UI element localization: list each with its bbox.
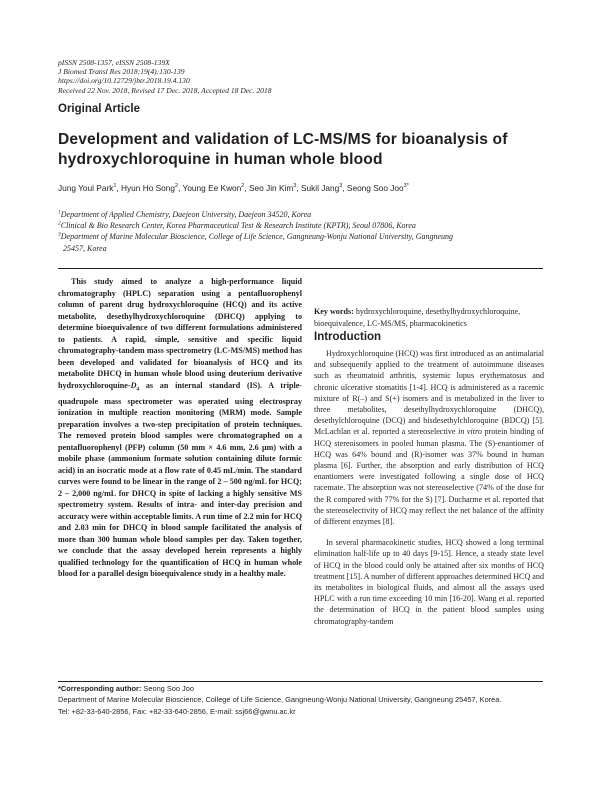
article-type: Original Article [58,103,141,115]
abstract [58,276,302,580]
issn-line: pISSN 2508-1357, eISSN 2508-139X [58,58,170,67]
author-list: Jung Youl Park$^1$, Hyun Ho Song$^2$, Young Ee Kwon$^2$, Seo Jin Kim$^3$, Sukil Jang$^3$, Seong Soo Joo$^{3*}$ [58,183,409,193]
author: Young Ee Kwon$^2$ [182,183,245,193]
corresponding-author-footnote [58,683,548,717]
keywords [314,306,543,329]
affiliation-2: $^2$Clinical & Bio Research Center, Korea Pharmaceutical Test & Research Institute (KPTR), Seoul 07806, Korea [58,220,416,231]
author: Sukil Jang$^3$ [300,183,343,193]
author: Jung Youl Park$^1$ [58,183,117,193]
affiliation-3: $^3$Department of Marine Molecular Bioscience, College of Life Science, Gangneung-Wonju National University, Gangneung 25457, Korea [58,231,454,253]
doi-link[interactable]: https://doi.org/10.12729/jbtr.2018.19.4.130 [58,76,190,86]
intro-paragraph-1: Hydroxychloroquine (HCQ) was first introduced as an antimalarial and subsequently applied to the treatment of autoimmune diseases such as rheumatoid arthritis, systemic lupus erythematosus and chronic ulcerative stomatitis [1-4]. HCQ is administered as a racemic mixture of R(–) and S(+) isomers and is metabolized in the liver to three metabolites, desethylhydroxychloroquine (DHCQ), desethylchloroquine (DCQ) and bisdesethylchloroquine (BDCQ) [5]. McLachlan et al. reported a stereoselective in vitro protein binding of HCQ stereoisomers in pooled human plasma. The (S)-enantiomer of HCQ was 64% bound and (R)-isomer was 37% bound in human plasma [6]. Further, the absorption and early distribution of HCQ enantiomers were investigated following a single dose of HCQ racemate. The absorption was not stereoselective (74% of the dose for the R compared with 77% for the S) [7]. Ducharme et al. reported that the stereoselectivity of HCQ may reflect the net balance of the affinity of different enzymes [8]. [314,349,544,527]
citation-line: J Biomed Transl Res 2018;19(4):130-139 [58,67,185,77]
title-line-1: Development and validation of LC-MS/MS for bioanalysis of [58,131,508,148]
title-line-2: hydroxychloroquine in human whole blood [58,151,383,168]
author: Seo Jin Kim$^3$ [248,183,297,193]
corresponding-label: *Corresponding author: [58,684,142,693]
abstract-text: This study aimed to analyze a high-performance liquid chromatography (HPLC) separation using a pentafluorophenyl column of parent drug hydroxychloroquine (HCQ) and its active metabolite, desethylhydroxychloroquine (DHCQ) applying to determine bioequivalence of two different formulations administered to patients. A rapid, simple, sensitive and specific liquid chromatography-tandem mass spectrometry (LC-MS/MS) method has been developed and validated for bioanalysis of HCQ and its metabolite DHCQ in human whole blood using deuterium derivative hydroxychloroquine-$D_4$ as an internal standard (IS). A triple-quadrupole mass spectrometer was operated using electrospray ionization in multiple reaction monitoring (MRM) mode. Sample preparation involves a two-step precipitation of protein techniques. The removed protein blood samples were chromatographed on a pentafluorophenyl (PFP) column (50 mm × 4.6 mm, 2.6 μm) with a mobile phase (ammonium formate solution containing dilute formic acid) in an isocratic mode at a flow rate of 0.45 mL/min. The standard curves were found to be linear in the range of 2 – 500 ng/mL for HCQ; 2 – 2,000 ng/mL for DHCQ in spite of lacking a highly sensitive MS spectrometry system. Results of intra- and inter-day precision and accuracy were within acceptable limits. A run time of 2.2 min for HCQ and 2.03 min for DHCQ in blood sample facilitated the analysis of more than 300 human whole blood samples per day. Taken together, we conclude that the assay developed herein represents a highly qualified technology for the quantification of HCQ in human whole blood for a parallel design bioequivalence study in a healthy male. [58,277,302,579]
section-heading-introduction: Introduction [314,331,382,343]
author: Seong Soo Joo$^{3*}$ [346,183,409,193]
affiliation-1: $^1$Department of Applied Chemistry, Daejeon University, Daejeon 34520, Korea [58,209,312,219]
journal-info [58,58,458,95]
keywords-label: Key words: [314,307,354,316]
author: Hyun Ho Song$^2$ [121,183,179,193]
footnote-divider [58,681,543,682]
keywords-text: hydroxychloroquine, desethylhydroxychloroquine, bioequivalence, LC-MS/MS, pharmacokinetics [314,307,521,328]
corresponding-name: Seong Soo Joo [141,684,194,693]
corresponding-address: Department of Marine Molecular Bioscience, College of Life Science, Gangneung-Wonju National University, Gangneung 25457, Korea. [58,695,502,705]
header-divider [58,268,543,269]
corresponding-contact: Tel: +82-33-640-2856, Fax: +82-33-640-2856, E-mail: ssj66@gwnu.ac.kr [58,706,296,716]
article-title [58,130,558,170]
affiliations [58,209,558,254]
dates-line: Received 22 Nov. 2018, Revised 17 Dec. 2018, Accepted 18 Dec. 2018 [58,85,272,95]
introduction-body [314,348,544,637]
intro-paragraph-2: In several pharmacokinetic studies, HCQ showed a long terminal elimination half-life up to 40 days [9-15]. Hence, a steady state level of HCQ in the blood could only be attained after six months of HCQ treatment [15]. A number of different approaches determined HCQ and its metabolites in biological fluids, and almost all the assays used HPLC with a run time exceeding 10 min [16-20]. Wang et al. reported the determination of HCQ in the patient blood samples using chromatography-tandem [314,538,544,626]
